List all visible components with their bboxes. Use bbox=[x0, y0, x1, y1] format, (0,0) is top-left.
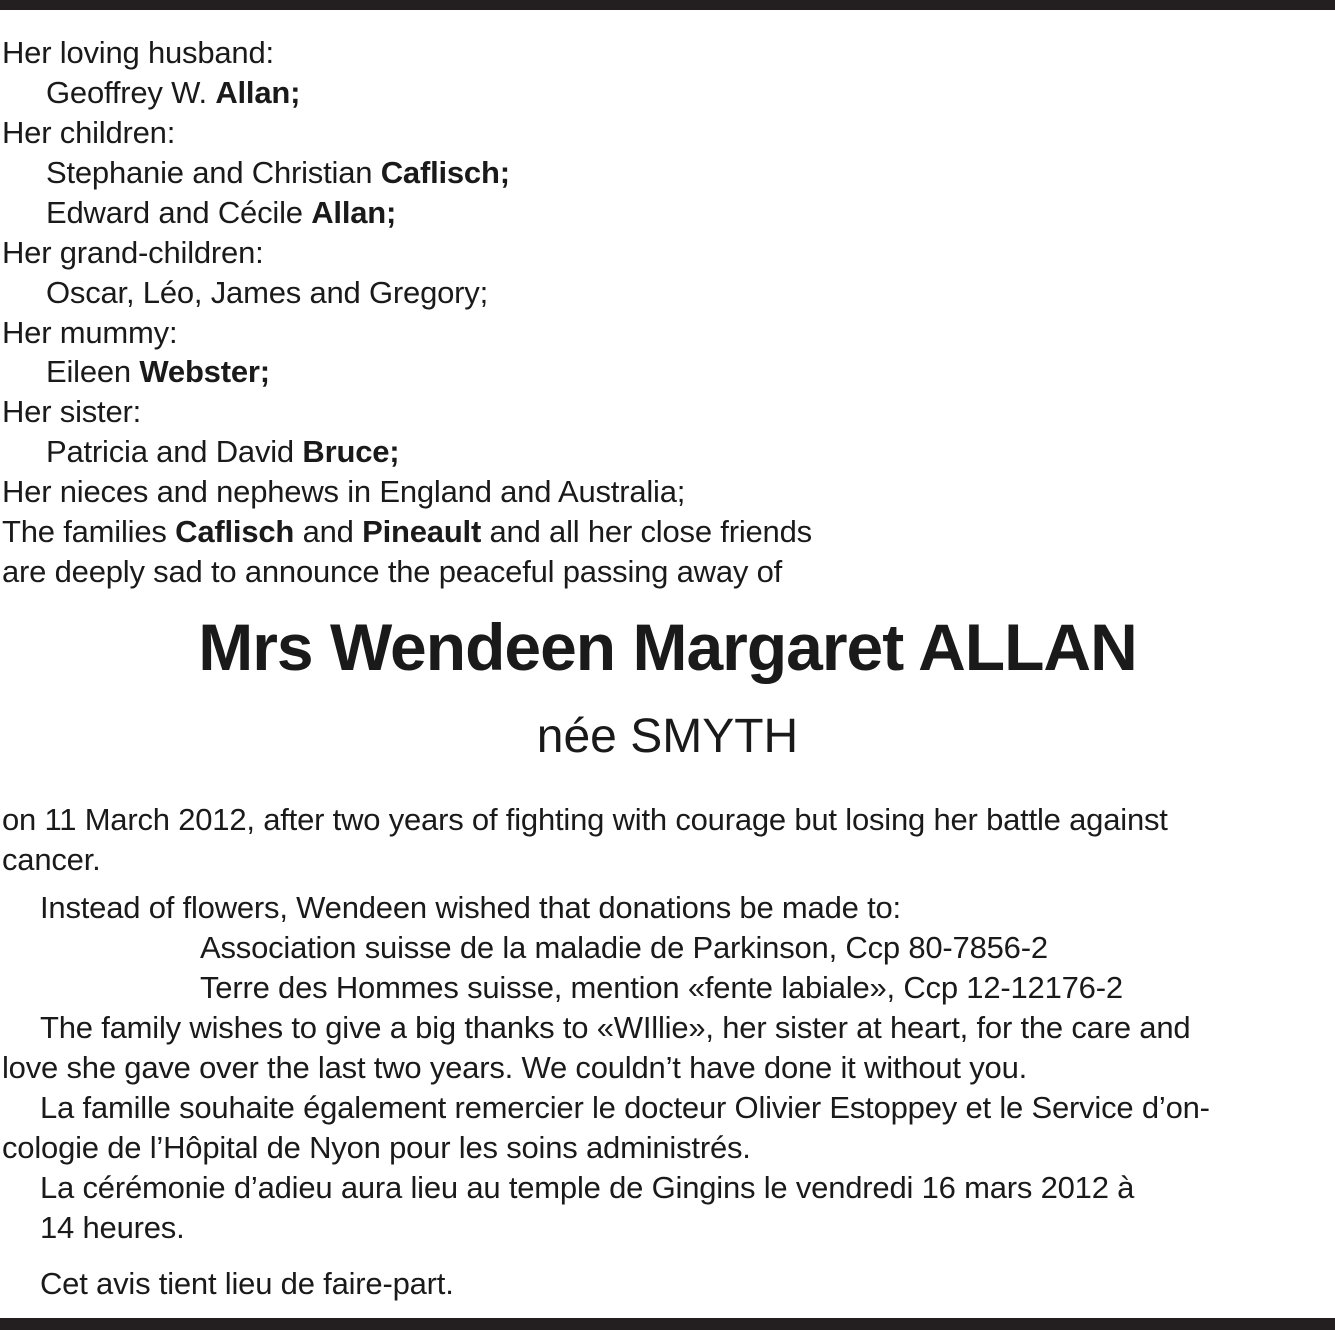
thanks-line-2: love she gave over the last two years. We couldn’t have done it without you. bbox=[2, 1050, 1028, 1085]
sister-label: Her sister: bbox=[2, 394, 142, 429]
closing-line: Cet avis tient lieu de faire-part. bbox=[40, 1266, 454, 1301]
child1-surname: Caflisch; bbox=[380, 155, 510, 190]
date-line-1: on 11 March 2012, after two years of fighting with courage but losing her battle against bbox=[2, 802, 1168, 837]
families-and: and bbox=[302, 514, 354, 549]
remercier-line-1: La famille souhaite également remercier le docteur Olivier Estoppey et le Service d’on- bbox=[40, 1090, 1210, 1125]
families-suffix: and all her close friends bbox=[489, 514, 812, 549]
grandchildren-label: Her grand-children: bbox=[2, 235, 264, 270]
husband-name: Geoffrey W. bbox=[46, 75, 207, 110]
grandchildren-names: Oscar, Léo, James and Gregory; bbox=[46, 275, 488, 310]
announce-line: are deeply sad to announce the peaceful passing away of bbox=[2, 554, 783, 589]
thanks-line-1: The family wishes to give a big thanks to «WIllie», her sister at heart, for the care and bbox=[40, 1010, 1191, 1045]
deceased-name: Mrs Wendeen Margaret ALLAN bbox=[198, 610, 1137, 684]
children-label: Her children: bbox=[2, 115, 176, 150]
sister-surname: Bruce; bbox=[302, 434, 400, 469]
child2-line bbox=[46, 193, 396, 233]
mummy-surname: Webster; bbox=[139, 354, 270, 389]
bottom-border bbox=[0, 1318, 1335, 1330]
nieces-line: Her nieces and nephews in England and Australia; bbox=[2, 474, 686, 509]
child2-surname: Allan; bbox=[311, 195, 397, 230]
sister-line bbox=[46, 432, 399, 472]
donation-1: Association suisse de la maladie de Parkinson, Ccp 80-7856-2 bbox=[200, 930, 1048, 965]
husband-label: Her loving husband: bbox=[2, 35, 274, 70]
top-border bbox=[0, 0, 1335, 10]
child2-name: Edward and Cécile bbox=[46, 195, 303, 230]
ceremony-line-1: La cérémonie d’adieu aura lieu au temple de Gingins le vendredi 16 mars 2012 à bbox=[40, 1170, 1135, 1205]
families-name2: Pineault bbox=[362, 514, 482, 549]
husband-line bbox=[46, 73, 300, 113]
mummy-line bbox=[46, 352, 270, 392]
mummy-name: Eileen bbox=[46, 354, 131, 389]
mummy-label: Her mummy: bbox=[2, 315, 178, 350]
maiden-name: née SMYTH bbox=[536, 710, 799, 763]
families-prefix: The families bbox=[2, 514, 167, 549]
donations-line: Instead of flowers, Wendeen wished that donations be made to: bbox=[40, 890, 901, 925]
child1-line bbox=[46, 153, 510, 193]
ceremony-line-2: 14 heures. bbox=[40, 1210, 185, 1245]
families-line bbox=[2, 512, 812, 552]
donation-2: Terre des Hommes suisse, mention «fente labiale», Ccp 12-12176-2 bbox=[200, 970, 1123, 1005]
husband-surname: Allan; bbox=[215, 75, 301, 110]
sister-name: Patricia and David bbox=[46, 434, 294, 469]
remercier-line-2: cologie de l’Hôpital de Nyon pour les soins administrés. bbox=[2, 1130, 751, 1165]
child1-name: Stephanie and Christian bbox=[46, 155, 373, 190]
date-line-2: cancer. bbox=[2, 842, 101, 877]
families-name1: Caflisch bbox=[175, 514, 295, 549]
